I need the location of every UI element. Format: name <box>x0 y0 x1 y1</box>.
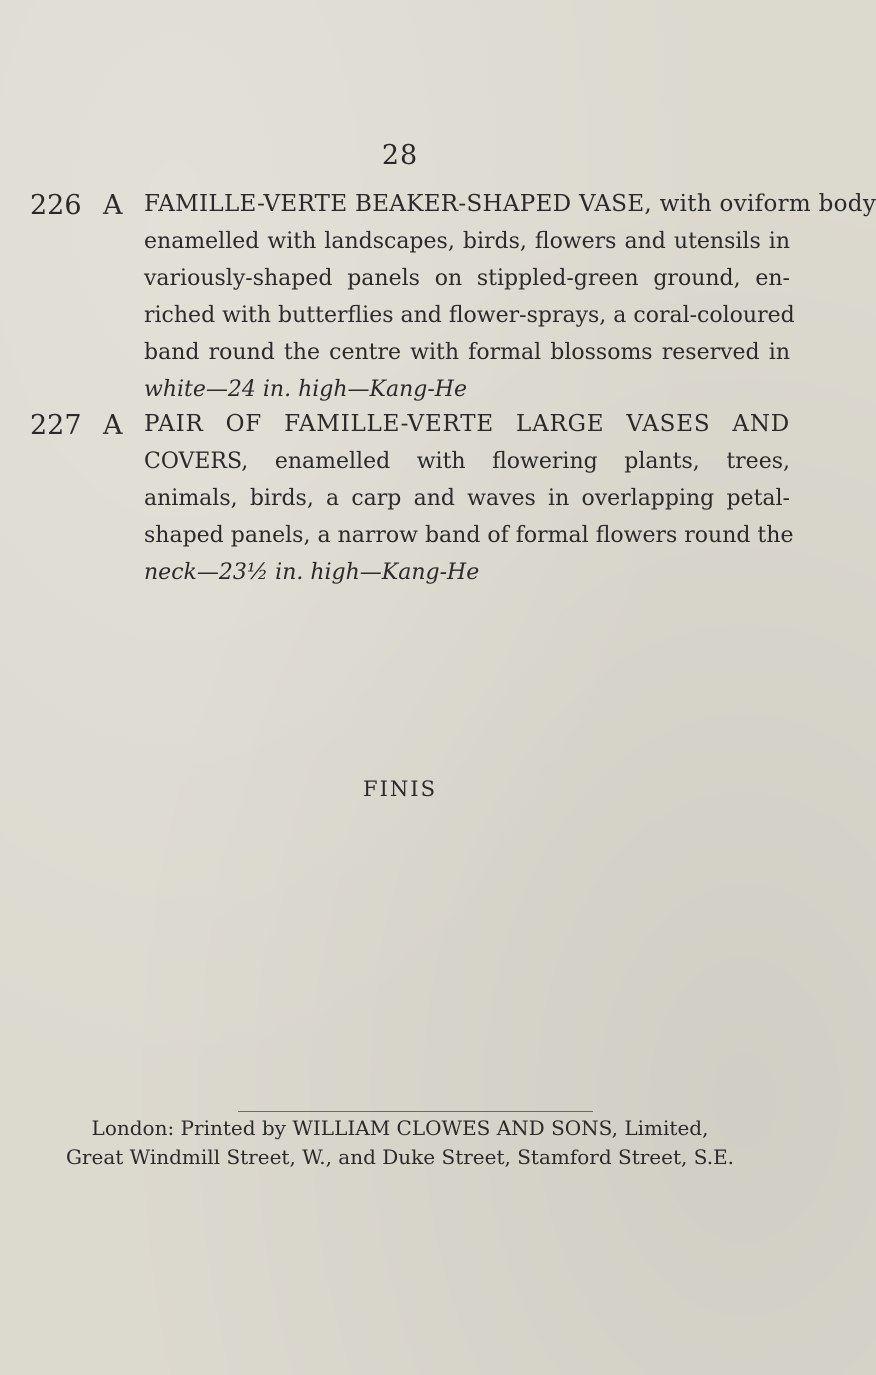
description-line: riched with butterflies and flower-sprays, a coral-coloured <box>144 303 795 328</box>
description-line: shaped panels, a narrow band of formal flowers round the <box>144 523 794 548</box>
description-line: PAIR OF FAMILLE-VERTE LARGE VASES AND <box>144 411 790 437</box>
description-line: band round the centre with formal blossoms reserved in <box>144 340 790 365</box>
description-line: white—24 in. high—Kang-He <box>144 377 467 402</box>
printer-imprint <box>0 1114 800 1172</box>
description-line: neck—23½ in. high—Kang-He <box>144 560 480 585</box>
description-line: COVERS, enamelled with flowering plants, trees, <box>144 449 790 474</box>
description-line: animals, birds, a carp and waves in overlapping petal- <box>144 486 790 511</box>
imprint-line: Great Windmill Street, W., and Duke Street, Stamford Street, S.E. <box>65 1145 735 1169</box>
description-line: enamelled with landscapes, birds, flowers and utensils in <box>144 229 790 254</box>
lot-letter: A <box>103 190 123 221</box>
imprint-divider <box>238 1111 593 1112</box>
description-line: FAMILLE-VERTE BEAKER-SHAPED VASE, with oviform body <box>144 191 876 217</box>
description-line: variously-shaped panels on stippled-green ground, en- <box>144 266 790 291</box>
lot-number: 226 <box>30 190 82 221</box>
page-number: 28 <box>381 140 419 171</box>
imprint-line: London: Printed by WILLIAM CLOWES AND SONS, Limited, <box>91 1116 709 1140</box>
lot-number: 227 <box>30 410 82 441</box>
lot-letter: A <box>103 410 123 441</box>
lot-description <box>144 406 794 591</box>
finis-heading: FINIS <box>363 777 437 801</box>
lot-description <box>144 186 876 408</box>
